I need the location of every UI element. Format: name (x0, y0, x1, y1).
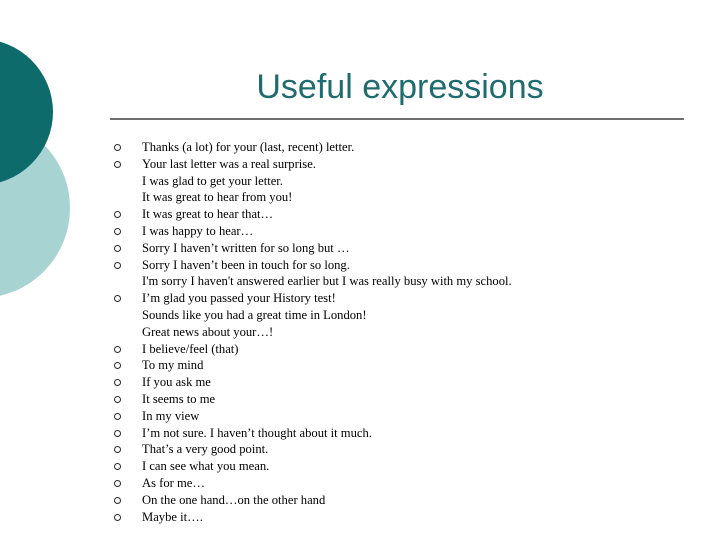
list-item (114, 240, 704, 257)
expression-text: I’m not sure. I haven’t thought about it much. (142, 425, 372, 440)
list-item (114, 139, 704, 156)
bullet-icon (114, 396, 121, 403)
list-item (114, 374, 704, 391)
bullet-icon (114, 144, 121, 151)
expression-text: I'm sorry I haven't answered earlier but I was really busy with my school. (142, 274, 512, 289)
list-item (114, 206, 704, 223)
expression-list (114, 139, 704, 525)
expression-text: I believe/feel (that) (142, 341, 239, 356)
expression-text: If you ask me (142, 375, 211, 390)
bullet-icon (114, 497, 121, 504)
bullet-icon (114, 245, 121, 252)
expression-text: To my mind (142, 358, 204, 373)
expression-text: I was happy to hear… (142, 223, 254, 238)
expression-text: It was great to hear that… (142, 207, 274, 222)
bullet-icon (114, 514, 121, 521)
list-item (114, 223, 704, 240)
expression-text: In my view (142, 408, 200, 423)
list-item (114, 156, 704, 206)
bullet-icon (114, 161, 121, 168)
bullet-icon (114, 413, 121, 420)
list-item (114, 257, 704, 291)
expression-text: As for me… (142, 475, 205, 490)
bullet-icon (114, 362, 121, 369)
list-item (114, 441, 704, 458)
expression-text: That’s a very good point. (142, 442, 269, 457)
expression-text: I’m glad you passed your History test! (142, 291, 336, 306)
bullet-icon (114, 463, 121, 470)
expression-text: I can see what you mean. (142, 459, 270, 474)
list-item (114, 341, 704, 358)
expression-text: Sorry I haven’t been in touch for so long. (142, 257, 350, 272)
bullet-icon (114, 430, 121, 437)
expression-text: Maybe it…. (142, 509, 203, 524)
list-item (114, 357, 704, 374)
list-item (114, 509, 704, 526)
expression-text: I was glad to get your letter. (142, 173, 283, 188)
decorative-circles (0, 0, 110, 300)
expression-text: Your last letter was a real surprise. (142, 156, 316, 171)
expression-text: On the one hand…on the other hand (142, 492, 326, 507)
bullet-icon (114, 480, 121, 487)
title-divider (110, 118, 684, 120)
list-item (114, 425, 704, 442)
bullet-icon (114, 379, 121, 386)
list-item (114, 391, 704, 408)
bullet-icon (114, 211, 121, 218)
expression-text: Great news about your…! (142, 324, 274, 339)
expression-text: Thanks (a lot) for your (last, recent) letter. (142, 140, 355, 154)
expression-text: Sorry I haven’t written for so long but … (142, 240, 350, 255)
list-item (114, 475, 704, 492)
bullet-icon (114, 228, 121, 235)
expression-text: Sounds like you had a great time in London! (142, 307, 367, 322)
bullet-icon (114, 262, 121, 269)
list-item (114, 290, 704, 340)
expression-text: It was great to hear from you! (142, 190, 293, 205)
list-item (114, 458, 704, 475)
list-item (114, 492, 704, 509)
bullet-icon (114, 346, 121, 353)
bullet-icon (114, 446, 121, 453)
page-title: Useful expressions (256, 68, 544, 106)
expression-text: It seems to me (142, 391, 216, 406)
list-item (114, 408, 704, 425)
bullet-icon (114, 295, 121, 302)
